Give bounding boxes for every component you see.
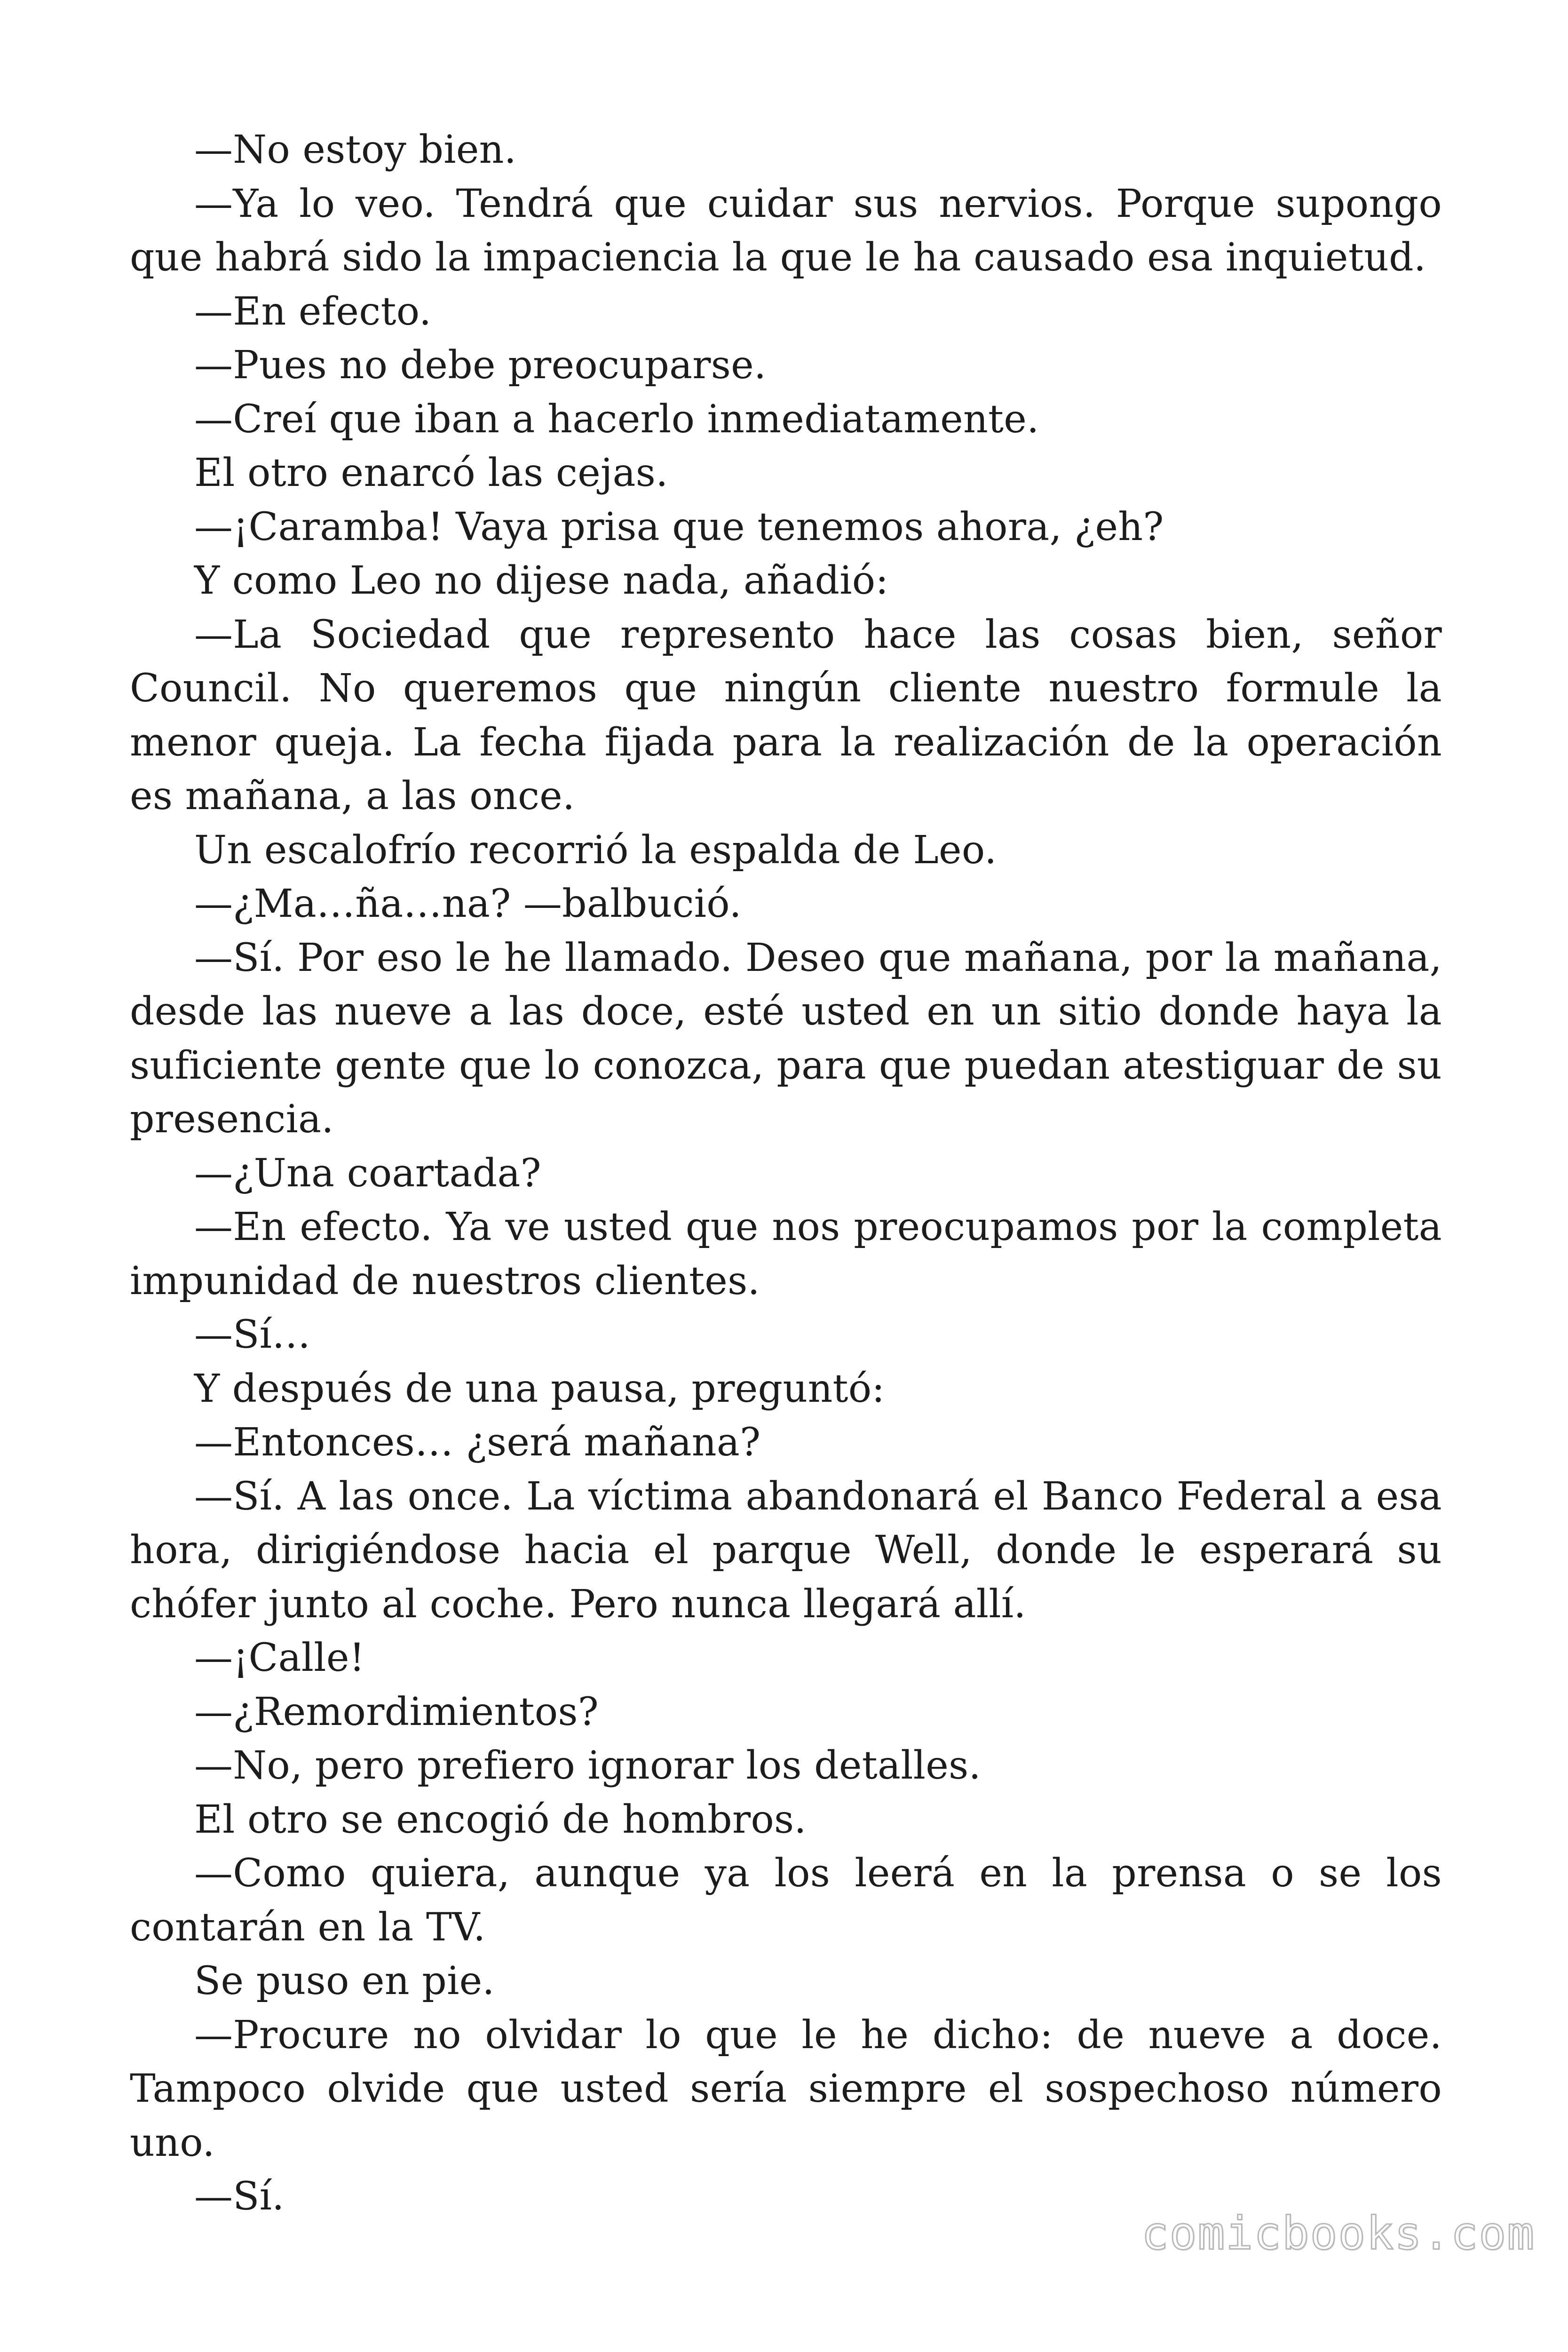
paragraph: Y como Leo no dijese nada, añadió: xyxy=(194,558,889,603)
paragraph: —Entonces… ¿será mañana? xyxy=(194,1420,761,1465)
paragraph: —¡Calle! xyxy=(194,1636,365,1680)
paragraph: —En efecto. Ya ve usted que nos preocupamos por la completa impunidad de nuestros clientes. xyxy=(130,1205,1442,1303)
page-body-text xyxy=(130,123,1442,2224)
watermark: comicbooks.com xyxy=(1141,2207,1535,2260)
paragraph: —Sí. A las once. La víctima abandonará el Banco Federal a esa hora, dirigiéndose hacia el parque Well, donde le esperará su chófer junto al coche. Pero nunca llegará allí. xyxy=(130,1474,1442,1627)
paragraph: El otro se encogió de hombros. xyxy=(194,1797,807,1842)
paragraph: —Pues no debe preocuparse. xyxy=(194,343,767,388)
paragraph: —¿Una coartada? xyxy=(194,1151,541,1196)
paragraph: Y después de una pausa, preguntó: xyxy=(194,1366,885,1411)
paragraph: —No estoy bien. xyxy=(194,127,517,172)
paragraph: —Como quiera, aunque ya los leerá en la prensa o se los contarán en la TV. xyxy=(130,1851,1442,1950)
paragraph: Un escalofrío recorrió la espalda de Leo. xyxy=(194,827,997,873)
paragraph: —Ya lo veo. Tendrá que cuidar sus nervios. Porque supongo que habrá sido la impaciencia la que le ha causado esa inquietud. xyxy=(130,181,1442,280)
paragraph: —¿Remordimientos? xyxy=(194,1689,599,1734)
paragraph: —Sí. xyxy=(194,2174,285,2219)
paragraph: —Creí que iban a hacerlo inmediatamente. xyxy=(194,397,1039,442)
paragraph: —No, pero prefiero ignorar los detalles. xyxy=(194,1743,981,1788)
paragraph: —La Sociedad que represento hace las cosas bien, señor Council. No queremos que ningún cliente nuestro formule la menor queja. La fecha fijada para la realización de la operación es mañana, a las once. xyxy=(130,612,1442,818)
paragraph: —Sí. Por eso le he llamado. Deseo que mañana, por la mañana, desde las nueve a las doce, esté usted en un sitio donde haya la suficiente gente que lo conozca, para que puedan atestiguar de su presencia. xyxy=(130,935,1442,1142)
paragraph: El otro enarcó las cejas. xyxy=(194,451,668,495)
paragraph: —Procure no olvidar lo que le he dicho: de nueve a doce. Tampoco olvide que usted sería siempre el sospechoso número uno. xyxy=(130,2012,1442,2165)
paragraph: Se puso en pie. xyxy=(194,1959,495,2003)
paragraph: —Sí… xyxy=(194,1312,311,1357)
paragraph: —En efecto. xyxy=(194,289,432,334)
paragraph: —¿Ma…ña…na? —balbució. xyxy=(194,882,742,926)
paragraph: —¡Caramba! Vaya prisa que tenemos ahora, ¿eh? xyxy=(194,504,1164,549)
